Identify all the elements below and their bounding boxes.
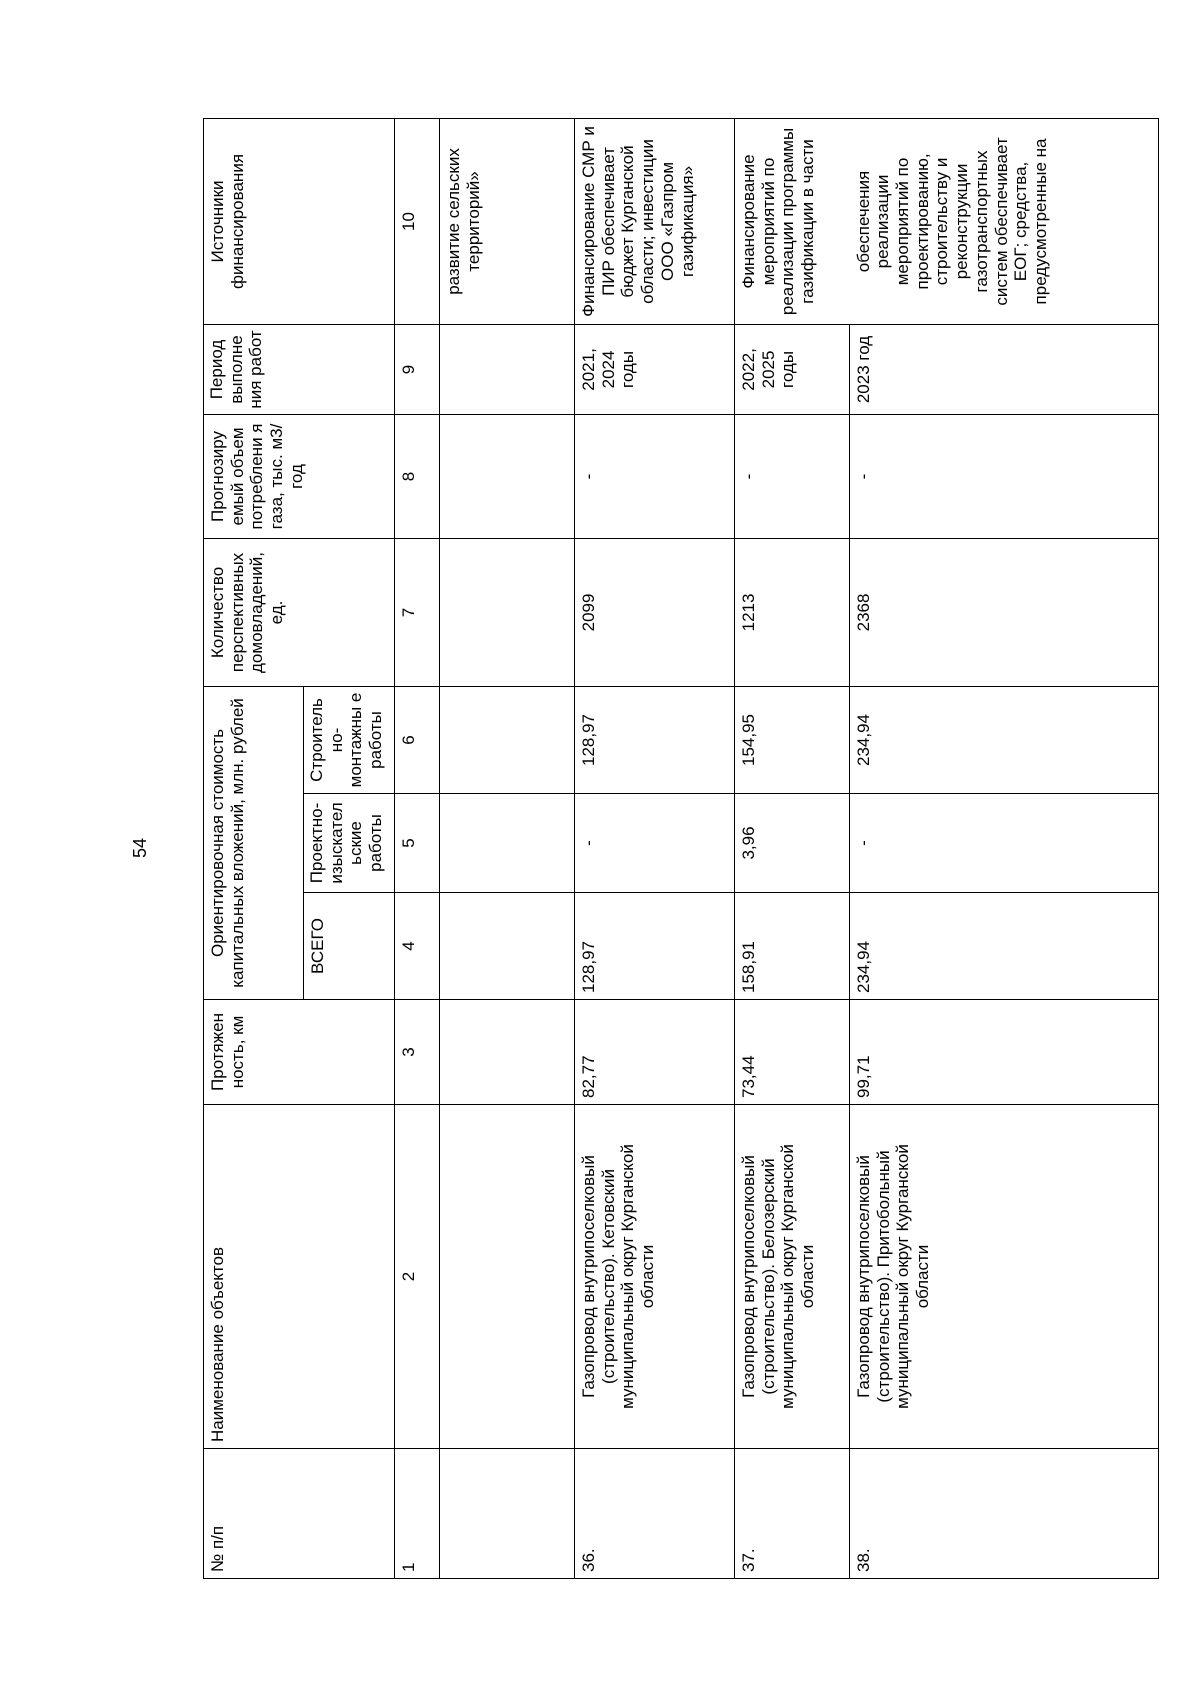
header-construction: Строитель но-монтажны е работы	[304, 686, 395, 793]
column-number: 9	[395, 324, 440, 414]
column-number: 6	[395, 686, 440, 793]
header-name: Наименование объектов	[204, 1105, 395, 1449]
row-name: Газопровод внутрипоселковый (строительство). Притобольный муниципальный округ Курганской области	[850, 1105, 1159, 1449]
header-cost-group: Ориентировочная стоимость капитальных вложений, млн. рублей	[204, 686, 304, 999]
table-row	[735, 118, 850, 1578]
row-design: -	[575, 794, 735, 893]
row-period: 2021, 2024 годы	[575, 324, 735, 414]
empty-cell	[440, 893, 575, 1000]
rotated-table-wrapper	[203, 119, 1158, 1579]
row-num: 37.	[735, 1449, 850, 1579]
row-total: 158,91	[735, 893, 850, 1000]
empty-cell	[440, 538, 575, 686]
header-source: Источники финансирования	[204, 118, 395, 324]
column-number: 7	[395, 538, 440, 686]
row-design: 3,96	[735, 794, 850, 893]
row-length: 73,44	[735, 1000, 850, 1105]
row-households: 1213	[735, 538, 850, 686]
header-total: ВСЕГО	[304, 893, 395, 1000]
empty-cell	[440, 1449, 575, 1579]
header-design: Проектно-изыскател ьские работы	[304, 794, 395, 893]
row-construction: 154,95	[735, 686, 850, 793]
row-construction: 128,97	[575, 686, 735, 793]
continuation-row	[440, 118, 575, 1578]
empty-cell	[440, 686, 575, 793]
row-length: 99,71	[850, 1000, 1159, 1105]
empty-cell	[440, 414, 575, 538]
header-num: № п/п	[204, 1449, 395, 1579]
row-source: Финансирование мероприятий по реализации программы газификации в части	[735, 118, 850, 324]
header-households: Количество перспективных домовладений, ед.	[204, 538, 395, 686]
row-name: Газопровод внутрипоселковый (строительство). Белозерский муниципальный округ Курганской области	[735, 1105, 850, 1449]
row-gas: -	[735, 414, 850, 538]
row-num: 38.	[850, 1449, 1159, 1579]
row-period: 2022, 2025 годы	[735, 324, 850, 414]
empty-cell	[440, 1000, 575, 1105]
table-row	[850, 118, 1159, 1578]
row-period: 2023 год	[850, 324, 1159, 414]
row-total: 128,97	[575, 893, 735, 1000]
empty-cell	[440, 324, 575, 414]
row-name: Газопровод внутрипоселковый (строительство). Кетовский муниципальный округ Курганской области	[575, 1105, 735, 1449]
table-row	[575, 118, 735, 1578]
row-gas: -	[575, 414, 735, 538]
column-number: 8	[395, 414, 440, 538]
row-length: 82,77	[575, 1000, 735, 1105]
row-households: 2368	[850, 538, 1159, 686]
column-number: 3	[395, 1000, 440, 1105]
column-number: 2	[395, 1105, 440, 1449]
page-number: 54	[130, 837, 150, 859]
row-households: 2099	[575, 538, 735, 686]
header-period: Период выполне ния работ	[204, 324, 395, 414]
row-construction: 234,94	[850, 686, 1159, 793]
header-length: Протяжен ность, км	[204, 1000, 395, 1105]
empty-cell	[440, 1105, 575, 1449]
empty-cell	[440, 794, 575, 893]
objects-table	[203, 118, 1159, 1579]
column-number: 10	[395, 118, 440, 324]
column-number-row	[395, 118, 440, 1578]
row-source: Финансирование СМР и ПИР обеспечивает бюджет Курганской области; инвестиции ООО «Газпром газификация»	[575, 118, 735, 324]
column-number: 5	[395, 794, 440, 893]
header-row-1	[204, 118, 304, 1578]
row-source: обеспечения реализации мероприятий по проектированию, строительству и реконструкции газотранспортных систем обеспечивает ЕОГ; средства, предусмотренные на	[850, 118, 1159, 324]
row-gas: -	[850, 414, 1159, 538]
row-design: -	[850, 794, 1159, 893]
continuation-text: развитие сельских территорий»	[440, 118, 575, 324]
column-number: 4	[395, 893, 440, 1000]
column-number: 1	[395, 1449, 440, 1579]
row-num: 36.	[575, 1449, 735, 1579]
header-gas: Прогнозиру емый объем потреблени я газа, тыс. м3/год	[204, 414, 395, 538]
row-total: 234,94	[850, 893, 1159, 1000]
